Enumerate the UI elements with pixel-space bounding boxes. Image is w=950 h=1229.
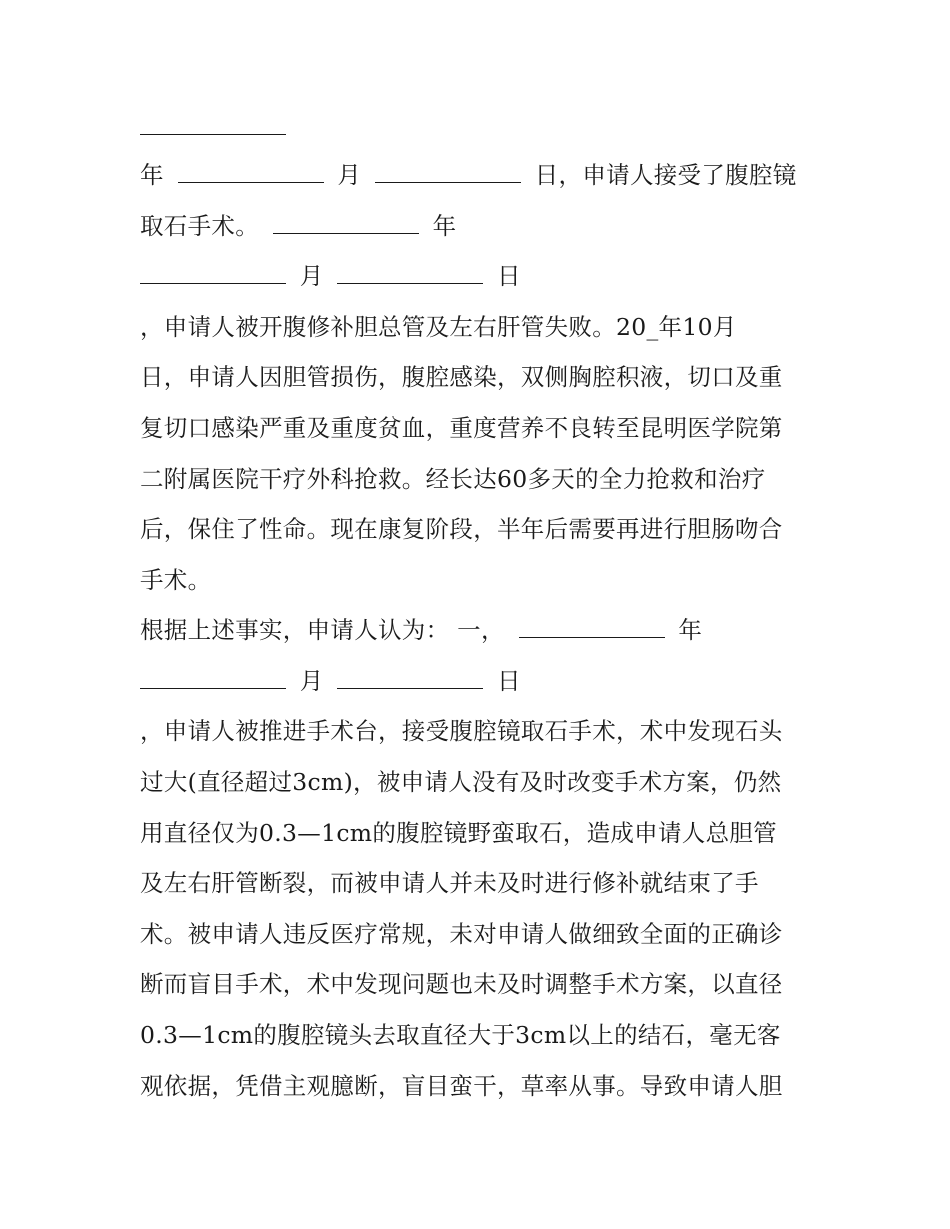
blank-field (337, 668, 483, 689)
document-line-2 (140, 211, 820, 241)
document-line-4: ，申请人被开腹修补胆总管及左右肝管失败。20_年10月 (140, 313, 737, 341)
blank-field (273, 213, 419, 234)
blank-field (519, 617, 665, 638)
document-line-11 (140, 666, 820, 696)
document-line-1 (140, 160, 820, 190)
document-line-9: 手术。 (140, 566, 212, 594)
document-line-3 (140, 261, 820, 291)
document-line-7: 二附属医院干疗外科抢救。经长达60多天的全力抢救和治疗 (140, 465, 766, 493)
document-line-12: ，申请人被推进手术台，接受腹腔镜取石手术，术中发现石头 (140, 717, 783, 745)
text-segment: 年 (140, 161, 164, 189)
blank-field (375, 162, 521, 183)
blank-field (140, 668, 286, 689)
document-line-6: 复切口感染严重及重度贫血，重度营养不良转至昆明医学院第 (140, 414, 783, 442)
document-line-15: 及左右肝管断裂，而被申请人并未及时进行修补就结束了手 (140, 869, 759, 897)
document-line-16: 术。被申请人违反医疗常规，未对申请人做细致全面的正确诊 (140, 920, 783, 948)
text-segment: 年 (678, 616, 703, 644)
blank-field (337, 263, 483, 284)
text-segment: 月 (299, 667, 324, 695)
document-line-19: 观依据，凭借主观臆断，盲目蛮干，草率从事。导致申请人胆 (140, 1072, 783, 1100)
document-line-5: 日，申请人因胆管损伤，腹腔感染，双侧胸腔积液，切口及重 (140, 363, 783, 391)
document-line-14: 用直径仅为0.3—1cm的腹腔镜野蛮取石，造成申请人总胆管 (140, 819, 777, 847)
blank-field (178, 162, 324, 183)
document-line-8: 后，保住了性命。现在康复阶段，半年后需要再进行胆肠吻合 (140, 515, 783, 543)
document-line-17: 断而盲目手术，术中发现问题也未及时调整手术方案，以直径 (140, 970, 783, 998)
text-segment: 取石手术。 (140, 212, 259, 240)
text-segment: 月 (299, 262, 324, 290)
text-segment: 年 (432, 212, 457, 240)
document-line-13: 过大(直径超过3cm)，被申请人没有及时改变手术方案，仍然 (140, 768, 782, 796)
blank-line-top (140, 134, 286, 135)
text-segment: 日 (497, 262, 521, 290)
text-segment: 月 (337, 161, 362, 189)
document-line-18: 0.3—1cm的腹腔镜头去取直径大于3cm以上的结石，毫无客 (140, 1021, 781, 1049)
text-segment: 日，申请人接受了腹腔镜 (534, 161, 797, 189)
blank-field (140, 263, 286, 284)
text-segment: 日 (497, 667, 521, 695)
text-segment: 根据上述事实，申请人认为： 一， (140, 616, 505, 644)
document-line-10 (140, 615, 820, 645)
